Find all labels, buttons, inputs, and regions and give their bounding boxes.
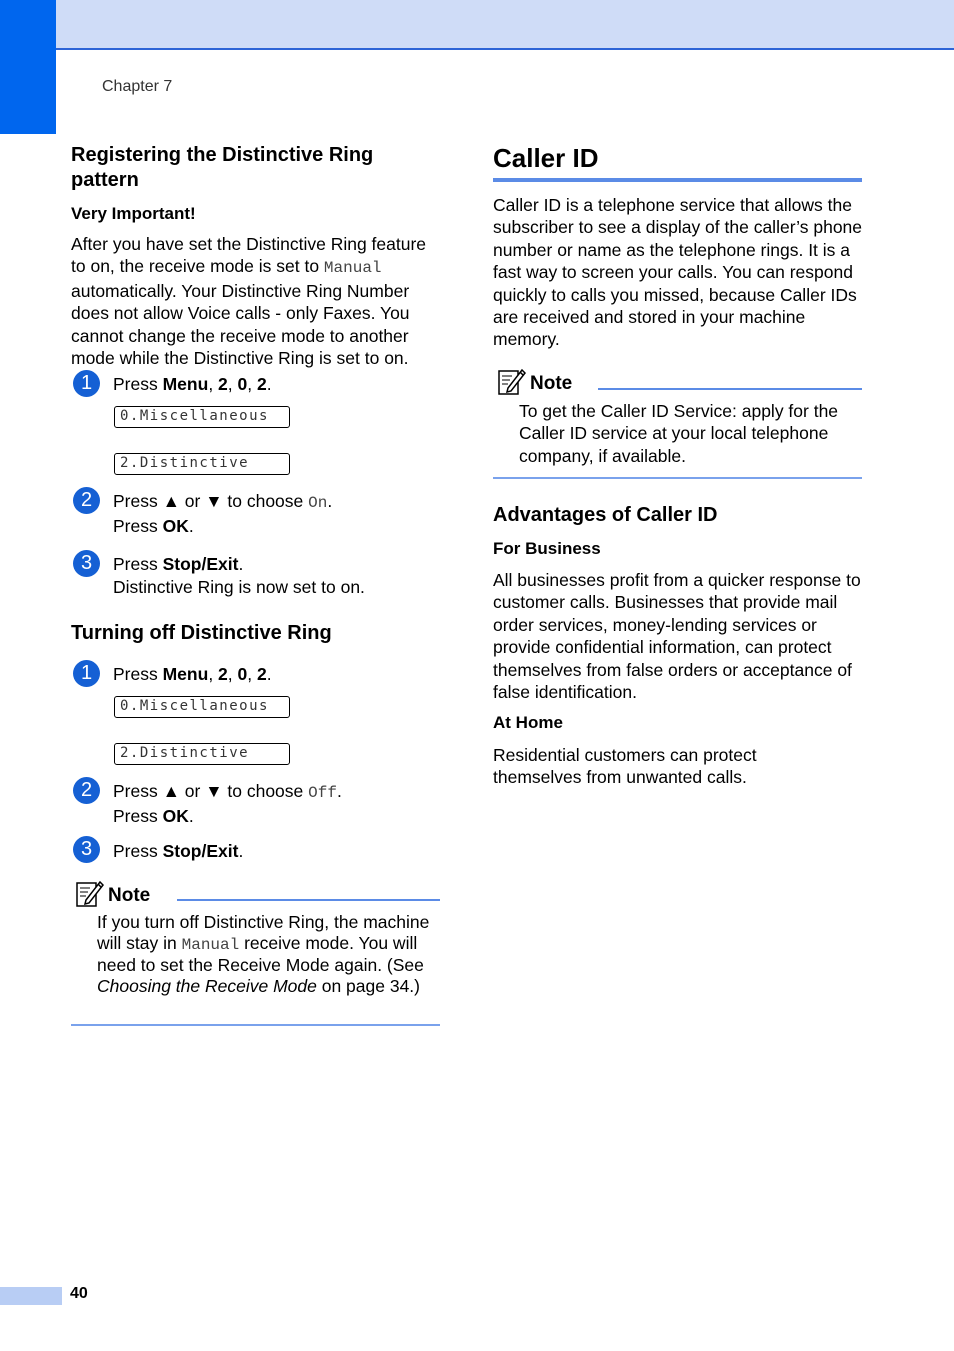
note-title: Note bbox=[530, 373, 573, 394]
step-1-text: Press Menu, 2, 0, 2. bbox=[113, 374, 272, 394]
registering-paragraph: After you have set the Distinctive Ring feature to on, the receive mode is set to Manual automatically. Your Distinctive Ring Number does not allow Voice calls - only Faxes. You cannot change the receive mode to another mode while the Distinctive Ring is set to on. bbox=[71, 234, 427, 369]
mode-manual: Manual bbox=[323, 259, 382, 278]
page-number: 40 bbox=[70, 1285, 88, 1302]
for-business-heading: For Business bbox=[493, 539, 601, 558]
lcd-display-miscellaneous: 0.Miscellaneous bbox=[114, 406, 290, 428]
very-important-heading: Very Important! bbox=[71, 204, 196, 223]
note-rule bbox=[598, 388, 862, 390]
step-2-badge: 2 bbox=[73, 487, 100, 514]
step-3-text: Press Stop/Exit. bbox=[113, 841, 244, 861]
step-1-badge: 1 bbox=[73, 370, 100, 397]
chapter-label: Chapter 7 bbox=[102, 78, 173, 95]
turning-off-heading: Turning off Distinctive Ring bbox=[71, 622, 332, 644]
caller-id-title: Caller ID bbox=[493, 143, 599, 173]
step-1-badge: 1 bbox=[73, 660, 100, 687]
at-home-heading: At Home bbox=[493, 713, 563, 732]
home-paragraph: Residential customers can protect themselves from unwanted calls. bbox=[493, 745, 757, 788]
page-number-bar bbox=[0, 1287, 62, 1305]
note-pencil-icon bbox=[496, 366, 526, 396]
title-rule bbox=[493, 178, 862, 182]
lcd-display-distinctive: 2.Distinctive bbox=[114, 453, 290, 475]
step-1-text: Press Menu, 2, 0, 2. bbox=[113, 664, 272, 684]
note-rule bbox=[177, 899, 440, 901]
lcd-display-miscellaneous: 0.Miscellaneous bbox=[114, 696, 290, 718]
business-paragraph: All businesses profit from a quicker response to customer calls. Businesses that provide mail order services, money-lending services or provide confidential information, can protect themselves from false orders or acceptance of false identification. bbox=[493, 570, 861, 703]
step-2-text: Press ▲ or ▼ to choose Off. Press OK. bbox=[113, 781, 342, 826]
step-3-badge: 3 bbox=[73, 836, 100, 863]
caller-id-intro: Caller ID is a telephone service that allows the subscriber to see a display of the caller’s phone number or name as the telephone rings. It is a fast way to screen your calls. You can respond quickly to calls you missed, because Caller IDs are received and stored in your machine memory. bbox=[493, 195, 863, 350]
step-3-badge: 3 bbox=[73, 550, 100, 577]
note-bottom-rule bbox=[493, 477, 862, 479]
note-title: Note bbox=[108, 885, 151, 906]
note-pencil-icon bbox=[74, 878, 104, 908]
chapter-side-tab bbox=[0, 0, 56, 134]
step-2-badge: 2 bbox=[73, 777, 100, 804]
header-bar bbox=[56, 0, 954, 50]
note-text: If you turn off Distinctive Ring, the machine will stay in Manual receive mode. You will need to set the Receive Mode again. (See Choosing the Receive Mode on page 34.) bbox=[97, 912, 430, 996]
registering-heading: Registering the Distinctive Ring pattern bbox=[71, 144, 374, 191]
note-bottom-rule bbox=[71, 1024, 440, 1026]
step-2-text: Press ▲ or ▼ to choose On. Press OK. bbox=[113, 491, 333, 536]
advantages-heading: Advantages of Caller ID bbox=[493, 504, 718, 526]
step-3-text: Press Stop/Exit. Distinctive Ring is now set to on. bbox=[113, 554, 365, 597]
note-text: To get the Caller ID Service: apply for the Caller ID service at your local telephone company, if available. bbox=[519, 401, 839, 466]
lcd-display-distinctive: 2.Distinctive bbox=[114, 743, 290, 765]
